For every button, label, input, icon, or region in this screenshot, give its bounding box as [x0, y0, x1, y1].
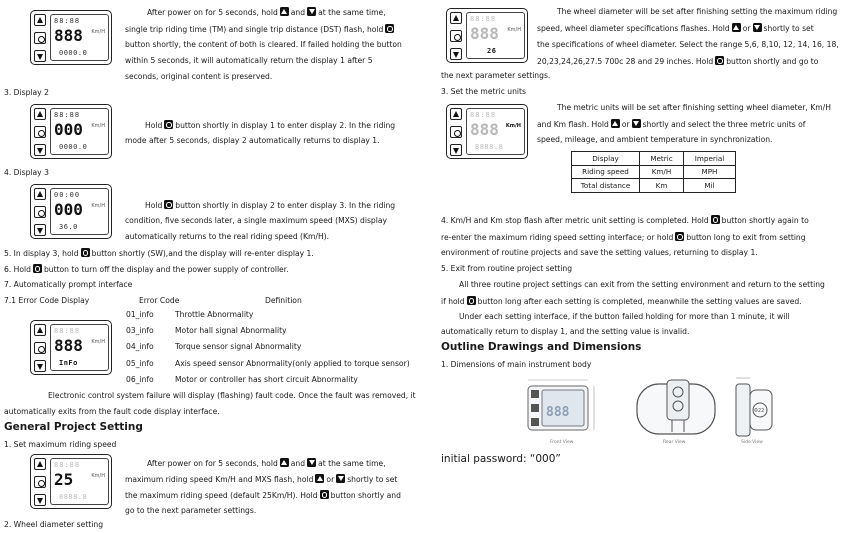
lcd-unit-label: Km/H — [91, 29, 105, 35]
fault-line1: Electronic control system failure will display (flashing) fault code. Once the fault was removed, it — [48, 391, 416, 400]
down-button-icon — [34, 494, 46, 506]
metric-units-table — [571, 151, 736, 193]
lcd-bottom-readout: InFo — [59, 359, 78, 368]
down-button-icon — [336, 474, 345, 483]
lcd-top-readout: 88:88 — [54, 461, 81, 469]
power-button-icon — [34, 476, 46, 488]
table-cell: Total distance — [572, 179, 640, 193]
lcd-top-readout: 88:88 — [470, 111, 497, 119]
front-view-drawing — [528, 380, 594, 430]
power-button-icon — [467, 296, 476, 305]
d3-line2: condition, five seconds later, a single maximum speed (MXS) display — [125, 216, 387, 225]
table-cell: Km/H — [640, 165, 684, 179]
table-row — [572, 179, 736, 193]
lcd-speed-readout: 888 — [54, 336, 83, 355]
error-definition: Throttle Abnormality — [175, 310, 254, 319]
initial-password: initial password: “000” — [441, 453, 561, 465]
lcd-top-readout: 88:88 — [54, 327, 81, 335]
table-cell: Metric — [640, 152, 684, 166]
d2-line2: mode after 5 seconds, display 2 automatically returns to display 1. — [125, 136, 380, 145]
down-button-icon — [307, 458, 316, 467]
lcd-unit-label: Km/H — [91, 473, 105, 479]
lcd-unit-label: Km/H — [91, 339, 105, 345]
table-cell: MPH — [684, 165, 736, 179]
lcd-screen — [466, 12, 525, 59]
gp-line3: the maximum riding speed (default 25Km/H). Hold button shortly and — [125, 491, 401, 500]
display-panel-6 — [446, 8, 528, 63]
power-button-icon — [164, 200, 173, 209]
item4-line1: 4. Km/H and Km stop flash after metric unit setting is completed. Hold button shortly again to — [441, 216, 809, 225]
wd-line4: 20,23,24,26,27.5 700c 28 and 29 inches. Hold button shortly and go to — [537, 57, 819, 66]
display-panel-3 — [30, 184, 112, 239]
power-button-icon — [675, 232, 684, 241]
item-6: 6. Hold button to turn off the display and the power supply of controller. — [4, 265, 289, 274]
down-button-icon — [450, 144, 462, 156]
lcd-unit-label: Km/H — [507, 27, 521, 33]
up-button-icon — [34, 458, 46, 470]
lcd-unit-label: Km/H — [505, 123, 521, 129]
instrument-dimension-drawings — [522, 376, 792, 448]
d2-line1: Hold button shortly in display 1 to enter display 2. In the riding — [145, 121, 396, 130]
item-display-2: 3. Display 2 — [4, 88, 49, 97]
exit-line4: automatically return to display 1, and the setting value is invalid. — [441, 327, 690, 336]
wd-line2: speed, wheel diameter specifications flashes. Hold or shortly to set — [537, 24, 814, 33]
error-code: 06_info — [126, 374, 154, 384]
up-button-icon — [34, 108, 46, 120]
table-row — [572, 152, 736, 166]
power-button-icon — [450, 126, 462, 138]
power-button-icon — [164, 120, 173, 129]
lcd-unit-label: Km/H — [91, 123, 105, 129]
item-metric-units: 3. Set the metric units — [441, 87, 526, 96]
d3-line1: Hold button shortly in display 2 to enter display 3. In the riding — [145, 201, 396, 210]
col-definition: Definition — [265, 296, 302, 305]
down-button-icon — [34, 144, 46, 156]
rear-view-drawing — [637, 380, 715, 434]
general-project-heading: General Project Setting — [4, 421, 143, 433]
down-button-icon — [753, 23, 762, 32]
lcd-screen — [50, 324, 109, 371]
error-code: 05_info — [126, 358, 154, 368]
p1-line4: within 5 seconds, it will automatically return the display 1 after 5 — [125, 56, 373, 65]
error-code: 04_info — [126, 342, 154, 352]
p1-line2: single trip riding time (TM) and single trip distance (DST) flash, hold — [125, 24, 396, 34]
display-panel-2 — [30, 104, 112, 159]
up-button-icon — [611, 119, 620, 128]
display-panel-5 — [30, 454, 112, 509]
side-view-label: Side View — [741, 440, 763, 445]
d3-line3: automatically returns to the real riding speed (Km/H). — [125, 232, 330, 241]
mu-line2: and Km flash. Hold or shortly and select the three metric units of — [537, 120, 806, 129]
lcd-screen — [50, 108, 109, 155]
table-cell: Riding speed — [572, 165, 640, 179]
error-definition: Motor or controller has short circuit Abnormality — [175, 374, 358, 384]
up-button-icon — [34, 324, 46, 336]
gp-line1: After power on for 5 seconds, hold and at the same time, — [147, 459, 386, 468]
item-7-1: 7.1 Error Code Display — [4, 296, 90, 305]
svg-text:888: 888 — [546, 405, 570, 420]
table-row — [572, 165, 736, 179]
up-button-icon — [732, 23, 741, 32]
rear-view-label: Rear View — [663, 440, 686, 445]
up-button-icon — [34, 188, 46, 200]
lcd-screen — [50, 14, 109, 61]
table-cell: Display — [572, 152, 640, 166]
lcd-top-readout: 88:88 — [54, 17, 81, 25]
front-view-label: Front View — [550, 440, 574, 445]
power-button-icon — [34, 126, 46, 138]
exit-line3: Under each setting interface, if the button failed holding for more than 1 minute, it will — [459, 312, 790, 321]
lcd-screen — [466, 108, 525, 155]
power-button-icon — [81, 248, 90, 257]
lcd-speed-readout: 25 — [54, 470, 74, 489]
mu-line1: The metric units will be set after finishing setting wheel diameter, Km/H — [557, 103, 831, 112]
up-button-icon — [34, 14, 46, 26]
down-button-icon — [450, 48, 462, 60]
up-button-icon — [450, 108, 462, 120]
p1-line1: After power on for 5 seconds, hold and at the same time, — [147, 8, 386, 17]
outline-heading: Outline Drawings and Dimensions — [441, 341, 642, 353]
error-code: 03_info — [126, 326, 154, 336]
power-button-icon — [320, 490, 329, 499]
power-button-icon — [385, 24, 394, 33]
wd-line5: the next parameter settings. — [441, 71, 551, 80]
up-button-icon — [280, 458, 289, 467]
lcd-speed-readout: 888 — [54, 26, 83, 45]
up-button-icon — [450, 12, 462, 24]
down-button-icon — [34, 360, 46, 372]
item4-line2: re-enter the maximum riding speed setting interface; or hold button long to exit from setting — [441, 233, 806, 242]
item-5-exit: 5. Exit from routine project setting — [441, 264, 573, 273]
p1-line5: seconds, original content is preserved. — [125, 72, 273, 81]
lcd-top-readout: 00:00 — [54, 191, 81, 199]
lcd-speed-readout: 000 — [54, 200, 83, 219]
lcd-bottom-readout: 26 — [487, 47, 497, 56]
error-definition: Torque sensor signal Abnormality — [175, 342, 302, 352]
error-definition: Axis speed sensor Abnormality(only applied to torque sensor) — [175, 358, 410, 368]
lcd-speed-readout: 888 — [470, 24, 499, 43]
down-button-icon — [34, 50, 46, 62]
power-button-icon — [715, 56, 724, 65]
fault-line2: automatically exits from the fault code display interface. — [4, 407, 220, 416]
exit-line2: if hold button long after each setting is completed, meanwhile the setting values are saved. — [441, 297, 802, 306]
up-button-icon — [315, 474, 324, 483]
lcd-bottom-readout: 0000.0 — [59, 143, 88, 152]
svg-text:Φ22: Φ22 — [754, 408, 765, 414]
lcd-screen — [50, 458, 109, 505]
gp-item-1: 1. Set maximum riding speed — [4, 440, 117, 449]
gp-item-2: 2. Wheel diameter setting — [4, 520, 104, 529]
error-definition: Motor hall signal Abnormality — [175, 326, 287, 336]
lcd-speed-readout: 888 — [470, 120, 499, 139]
gp-line2: maximum riding speed Km/H and MXS flash, hold or shortly to set — [125, 475, 398, 484]
power-button-icon — [34, 32, 46, 44]
p1-line3: button shortly, the content of both is cleared. If failed holding the button — [125, 40, 402, 49]
lcd-unit-label: Km/H — [91, 203, 105, 209]
lcd-bottom-readout: 0000.0 — [59, 49, 88, 58]
power-button-icon — [34, 342, 46, 354]
item-display-3: 4. Display 3 — [4, 168, 49, 177]
item-7: 7. Automatically prompt interface — [4, 280, 133, 289]
lcd-top-readout: 88:88 — [470, 15, 497, 23]
table-cell: Km — [640, 179, 684, 193]
lcd-top-readout: 88:88 — [54, 111, 81, 119]
lcd-bottom-readout: 8888.8 — [475, 143, 504, 152]
power-button-icon — [450, 30, 462, 42]
power-button-icon — [33, 264, 42, 273]
exit-line1: All three routine project settings can exit from the setting environment and return to the setting — [459, 280, 825, 289]
table-cell: Imperial — [684, 152, 736, 166]
error-code: 01_info — [126, 310, 154, 319]
gp-line4: go to the next parameter settings. — [125, 506, 257, 515]
col-error-code: Error Code — [139, 296, 180, 305]
power-button-icon — [34, 206, 46, 218]
side-view-drawing — [736, 378, 772, 436]
lcd-speed-readout: 000 — [54, 120, 83, 139]
wd-line3: the specifications of wheel diameter. Select the range 5,6, 8,10, 12, 14, 16, 18, — [537, 40, 839, 49]
display-panel-1 — [30, 10, 112, 65]
item-5: 5. In display 3, hold button shortly (SW),and the display will re-enter display 1. — [4, 249, 314, 258]
mu-line3: speed, mileage, and ambient temperature in synchronization. — [537, 135, 773, 144]
down-button-icon — [34, 224, 46, 236]
lcd-bottom-readout: 8888.8 — [59, 493, 88, 502]
down-button-icon — [307, 7, 316, 16]
up-button-icon — [280, 7, 289, 16]
wd-line1: The wheel diameter will be set after finishing setting the maximum riding — [557, 7, 838, 16]
table-cell: Mil — [684, 179, 736, 193]
display-panel-7 — [446, 104, 528, 159]
down-button-icon — [632, 119, 641, 128]
power-button-icon — [711, 215, 720, 224]
display-panel-4 — [30, 320, 112, 375]
lcd-bottom-readout: 36.0 — [59, 223, 78, 232]
item4-line3: environment of routine projects and save the setting values, returning to display 1. — [441, 248, 758, 257]
lcd-screen — [50, 188, 109, 235]
od-item-1: 1. Dimensions of main instrument body — [441, 360, 592, 369]
